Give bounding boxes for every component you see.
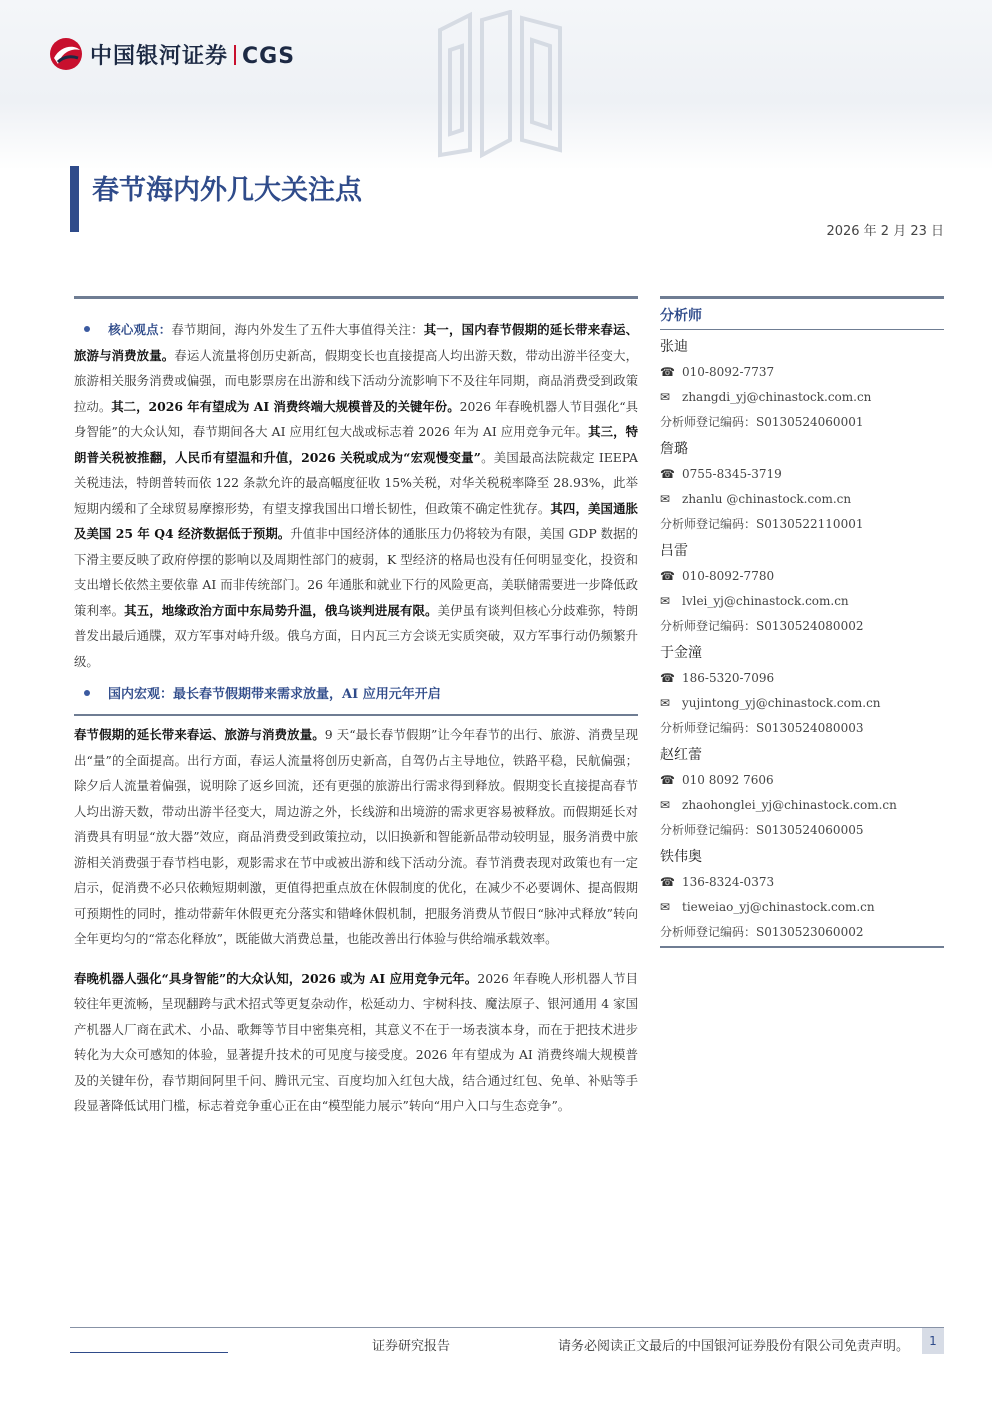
footer-report-type: 证券研究报告 [372,1339,451,1354]
title-accent-bar [70,166,79,232]
logo-chinese-name: 中国银河证券 [90,43,229,69]
main-top-rule [74,296,638,299]
analyst-registration: 分析师登记编码：S0130524060001 [660,415,864,429]
logo-text [90,39,295,70]
analyst-card [660,334,944,434]
body-text: 美伊虽有谈判但核心分歧难弥，特朗普发出最后通牒，双方军事对峙升级。俄乌方面，日内瓦三方会谈无实质突破，双方军事行动仍频繁升级。 [74,602,639,669]
analyst-list [660,334,944,944]
logo-separator [234,45,236,65]
body-text: 2026 年春晚人形机器人节目较往年更流畅，呈现翻跨与武术招式等更复杂动作，松延动力、宇树科技、魔法原子、银河通用 4 家国产机器人厂商在武术、小品、歌舞等节目中密集亮相，其意义不在于一场表演本身，而在于把技术进步转化为大众可感知的体验，显著提升技术的可见度与接受度。2026 年有望成为 AI 消费终端大规模普及的关键年份，春节期间阿里千问、腾讯元宝、百度均加入红包大战，结合通过红包、免单、补贴等手段显著降低试用门槛，标志着竞争重心正在由“模型能力展示”转向“用户入口与生态竞争”。 [74,970,638,1113]
page-number: 1 [922,1328,944,1354]
phone-number: 010-8092-7737 [682,365,775,379]
core-body [74,322,638,669]
analyst-phone [660,768,944,793]
footer-rule [70,1327,944,1328]
cgs-watermark-icon [430,10,570,160]
macro-heading-text: 国内宏观：最长春节假期带来需求放量，AI 应用元年开启 [108,687,441,702]
analyst-registration: 分析师登记编码：S0130524080002 [660,619,864,633]
core-viewpoint [74,317,638,674]
phone-number: 010 8092 7606 [682,773,774,787]
analyst-phone [660,666,944,691]
phone-icon: ☎ [660,467,675,481]
footer-disclaimer: 请务必阅读正文最后的中国银河证券股份有限公司免责声明。 [558,1339,910,1354]
phone-icon: ☎ [660,773,675,787]
mail-icon: ✉ [660,900,671,914]
body-text: 。美国最高法院裁定 IEEPA 关税违法，特朗普转而依 122 条款允许的最高幅度征收 15%关税，对华关税税率降至 28.93%，此举短期内缓和了全球贸易摩擦形势，有望支撑我国出口增长韧性，但政策不确定性犹存。 [74,449,638,516]
analyst-phone [660,462,944,487]
mail-icon: ✉ [660,696,671,710]
analyst-registration: 分析师登记编码：S0130524080003 [660,721,864,735]
mail-icon: ✉ [660,492,671,506]
analyst-name: 赵红蕾 [660,747,702,763]
sidebar-title: 分析师 [660,308,702,324]
analyst-name: 于金潼 [660,645,702,661]
email-address[interactable]: zhaohonglei_yj@chinastock.com.cn [682,798,897,812]
main-column [74,296,638,1119]
sidebar-top-rule [660,296,944,299]
analyst-phone [660,360,944,385]
analyst-card [660,436,944,536]
brand-logo [48,36,295,72]
analyst-card [660,742,944,842]
section-ai [74,966,638,1119]
email-address[interactable]: lvlei_yj@chinastock.com.cn [682,594,849,608]
analyst-registration: 分析师登记编码：S0130524060005 [660,823,864,837]
bullet-icon [84,690,90,696]
logo-latin-name: CGS [242,43,296,69]
analyst-name: 张迪 [660,339,688,355]
analyst-registration: 分析师登记编码：S0130523060002 [660,925,864,939]
email-address[interactable]: zhangdi_yj@chinastock.com.cn [682,390,872,404]
analyst-card [660,538,944,638]
report-date: 2026 年 2 月 23 日 [826,224,944,239]
key-point: 春晚机器人强化“具身智能”的大众认知，2026 或为 AI 应用竞争元年。 [74,970,478,986]
email-address[interactable]: tieweiao_yj@chinastock.com.cn [682,900,875,914]
footer-left-rule [70,1352,228,1353]
body-text: 9 天“最长春节假期”让今年春节的出行、旅游、消费呈现出“量”的全面提高。出行方面，春运人流量将创历史新高，自驾仍占主导地位，铁路平稳，民航偏强；除夕后人流量着偏强，说明除了返乡回流，还有更强的旅游出行需求得到释放。假期变长直接提高春节人均出游天数，带动出游半径变大，周边游之外，长线游和出境游的需求更容易被释放。而假期延长对消费具有明显“放大器”效应，商品消费受到政策拉动，以旧换新和智能新品带动较明显，服务消费中旅游相关消费强于春节档电影，观影需求在节中或被出游和线下活动分流。春节消费表现对政策也有一定启示，促消费不必只依赖短期刺激，更值得把重点放在休假制度的优化，在减少不必要调休、提高假期可预期性的同时，推动带薪年休假更充分落实和错峰休假机制，把服务消费从节假日“脉冲式释放”转向全年更均匀的“常态化释放”，既能做大消费总量，也能改善出行体验与供给端承载效率。 [74,727,638,946]
analyst-phone [660,870,944,895]
macro-heading [74,682,638,708]
mail-icon: ✉ [660,798,671,812]
body-text: 2026 年春晚机器人节目强化“具身智能”的大众认知，春节期间各大 AI 应用红包大战或标志着 2026 年为 AI 应用竞争元年。 [74,398,639,439]
report-title: 春节海内外几大关注点 [92,175,362,206]
section-holiday [74,722,638,952]
phone-number: 186-5320-7096 [682,671,775,685]
analyst-email[interactable] [660,895,944,920]
analyst-email[interactable] [660,691,944,716]
mail-icon: ✉ [660,594,671,608]
analyst-email[interactable] [660,487,944,512]
bullet-icon [84,326,90,332]
phone-icon: ☎ [660,875,675,889]
phone-icon: ☎ [660,365,675,379]
phone-number: 136-8324-0373 [682,875,775,889]
header-band [0,0,992,170]
phone-number: 010-8092-7780 [682,569,775,583]
key-point: 其四，美国通胀及美国 25 年 Q4 经济数据低于预期。 [74,500,639,541]
email-address[interactable]: zhanlu @chinastock.com.cn [682,492,852,506]
sidebar-bottom-rule [660,946,944,948]
analyst-email[interactable] [660,385,944,410]
analyst-card [660,844,944,944]
key-point: 其一，国内春节假期的延长带来春运、旅游与消费放量。 [74,322,639,363]
mail-icon: ✉ [660,390,671,404]
analyst-card [660,640,944,740]
galaxy-logo-icon [48,36,84,72]
macro-rule [74,714,638,716]
phone-icon: ☎ [660,671,675,685]
body-text: 春运人流量将创历史新高，假期变长也直接提高人均出游天数，带动出游半径变大，旅游相关服务消费或偏强，而电影票房在出游和线下活动分流影响下不及往年同期，商品消费受到政策拉动。 [74,347,639,414]
key-point: 其二，2026 年有望成为 AI 消费终端大规模普及的关键年份。 [111,398,460,414]
analyst-name: 詹璐 [660,441,688,457]
key-point: 其五，地缘政治方面中东局势升温，俄乌谈判进展有限。 [124,602,438,618]
body-text: 升值非中国经济体的通胀压力仍将较为有限，美国 GDP 数据的下滑主要反映了政府停摆的影响以及周期性部门的疲弱，K 型经济的格局也没有任何明显变化，投资和支出增长依然主要依靠 AI 而非传统部门。26 年通胀和就业下行的风险更高，美联储需要进一步降低政策利率。 [74,526,639,618]
email-address[interactable]: yujintong_yj@chinastock.com.cn [682,696,881,710]
analyst-sidebar [660,296,944,948]
key-point: 春节假期的延长带来春运、旅游与消费放量。 [74,727,325,742]
core-label: 核心观点： [108,322,172,337]
key-point: 其三，特朗普关税被推翻，人民币有望温和升值，2026 关税或成为“宏观慢变量” [74,424,639,465]
analyst-email[interactable] [660,589,944,614]
analyst-email[interactable] [660,793,944,818]
body-text: 春节期间，海内外发生了五件大事值得关注： [171,322,424,337]
analyst-name: 吕雷 [660,543,688,559]
sidebar-title-rule [660,329,944,330]
analyst-phone [660,564,944,589]
phone-icon: ☎ [660,569,675,583]
analyst-name: 铁伟奥 [660,849,702,865]
analyst-registration: 分析师登记编码：S0130522110001 [660,517,864,531]
phone-number: 0755-8345-3719 [682,467,782,481]
